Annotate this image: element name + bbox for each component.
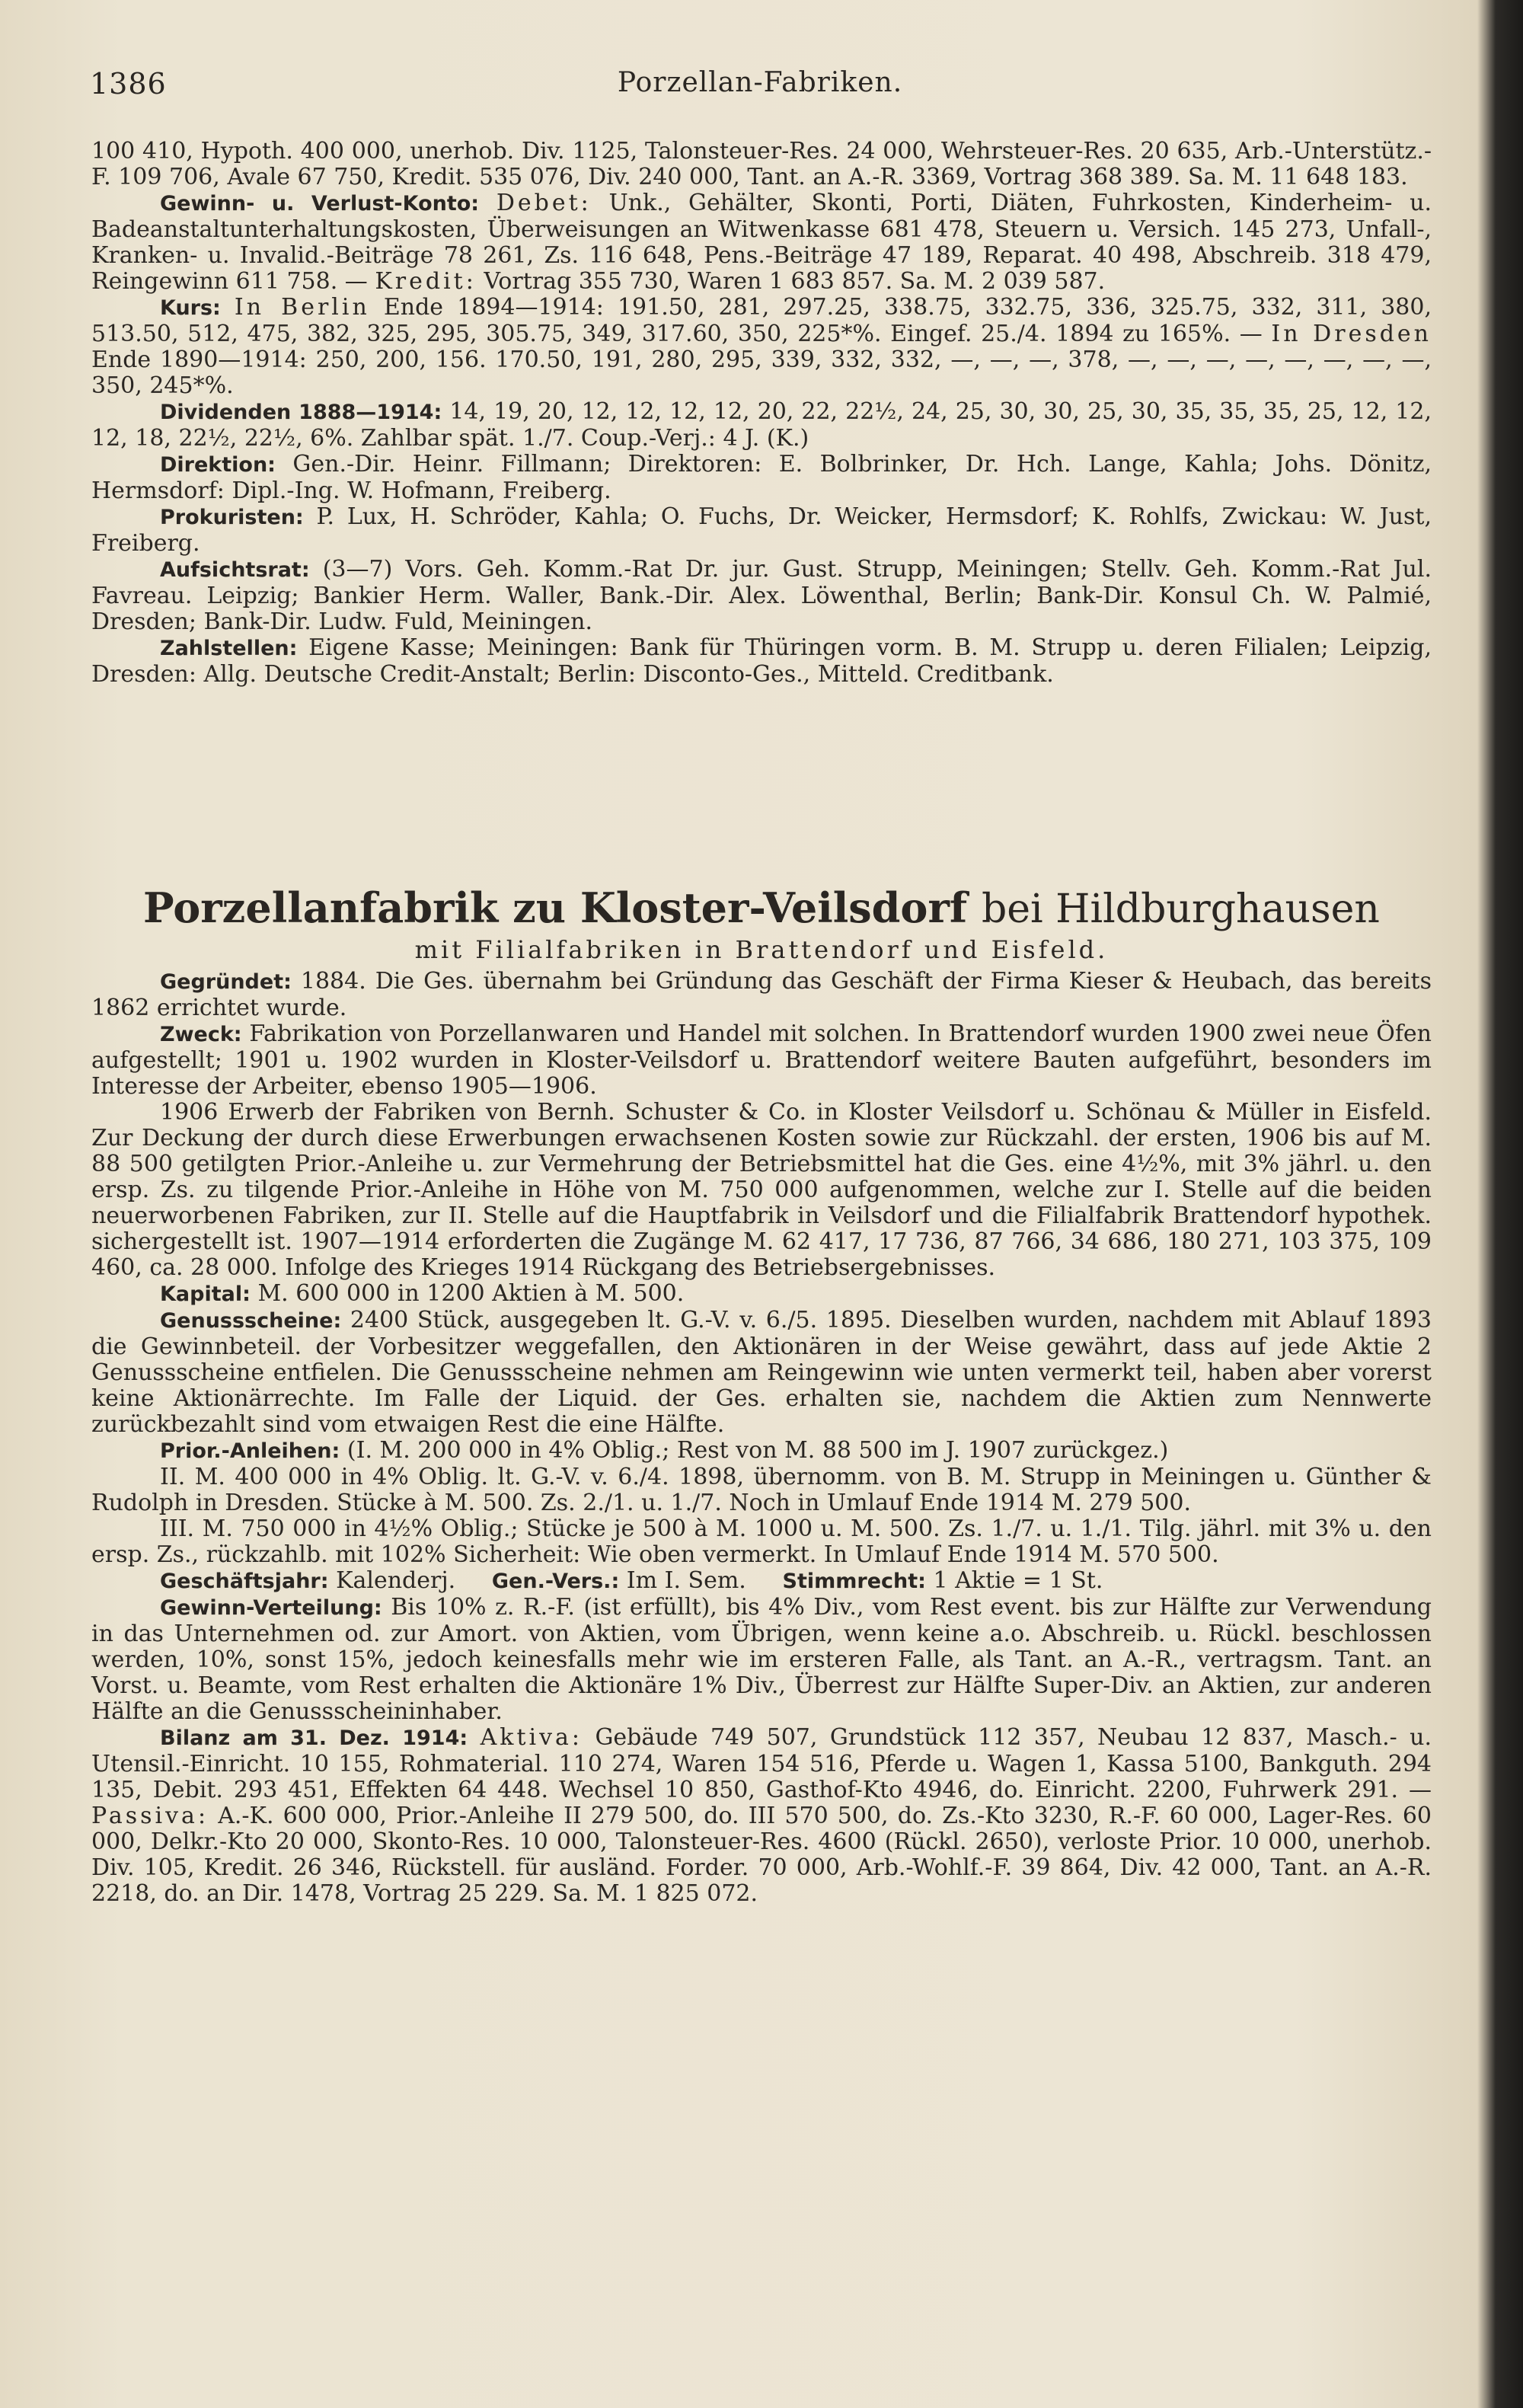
aktiva-label: Aktiva: bbox=[480, 1724, 583, 1751]
page-number: 1386 bbox=[90, 67, 167, 101]
kurs-berlin-label: In Berlin bbox=[234, 294, 370, 321]
running-head: Porzellan-Fabriken. bbox=[617, 67, 903, 98]
balance-continuation: 100 410, Hypoth. 400 000, unerhob. Div. 1125, Talonsteuer-Res. 24 000, Wehrsteuer-Res. 20 635, Arb.-Unterstütz.-F. 109 706, Avale 67 750, Kredit. 535 076, Div. 240 000, Tant. an A.-R. 3369, Vortrag 368 389. Sa. M. 11 648 183. bbox=[91, 138, 1432, 190]
company-entry-kloster-veilsdorf bbox=[91, 883, 1432, 1907]
dividenden-label: Dividenden 1888—1914: bbox=[160, 401, 442, 424]
kurs-label: Kurs: bbox=[160, 296, 221, 320]
zweck-paragraph bbox=[91, 1021, 1432, 1100]
aufsichtsrat-paragraph bbox=[91, 557, 1432, 635]
zahlstellen-label: Zahlstellen: bbox=[160, 637, 298, 660]
aufsichtsrat-label: Aufsichtsrat: bbox=[160, 558, 310, 582]
prior-anleihen-label: Prior.-Anleihen: bbox=[160, 1439, 340, 1463]
dividenden-text: 14, 19, 20, 12, 12, 12, 12, 20, 22, 22½, 24, 25, 30, 30, 25, 30, 35, 35, 35, 25, 12, 12, 12, 18, 22½, 22½, 6%. Zahlbar spät. 1./7. Coup.-Verj.: 4 J. (K.) bbox=[91, 398, 1432, 452]
gewinn-verteilung-paragraph bbox=[91, 1595, 1432, 1725]
geschaeftsjahr-label: Geschäftsjahr: bbox=[160, 1570, 329, 1593]
gegruendet-text: 1884. Die Ges. übernahm bei Gründung das Geschäft der Firma Kieser & Heubach, das bereits 1862 errichtet wurde. bbox=[91, 968, 1432, 1021]
kurs-berlin-text: Ende 1894—1914: 191.50, 281, 297.25, 338.75, 332.75, 336, 325.75, 332, 311, 380, 513.50, 512, 475, 382, 325, 295, 305.75, 349, 317.60, 350, 225*%. Eingef. 25./4. 1894 zu 165%. — bbox=[91, 294, 1432, 347]
company-title bbox=[91, 883, 1432, 934]
aktiva-text: Gebäude 749 507, Grundstück 112 357, Neubau 12 837, Masch.- u. Utensil.-Einricht. 10 155, Rohmaterial. 110 274, Waren 154 516, Pferde u. Wagen 1, Kassa 5100, Bankguth. 294 135, Debit. 293 451, Effekten 64 448. Wechsel 10 850, Gasthof-Kto 4946, do. Einricht. 2200, Fuhrwerk 291. — bbox=[91, 1724, 1432, 1803]
gewinn-text: Unk., Gehälter, Skonti, Porti, Diäten, Fuhrkosten, Kinderheim- u. Badeanstaltunterhaltungskosten, Überweisungen an Witwenkasse 681 478, Steuern u. Versich. 145 273, Unfall-, Kranken- u. Invalid.-Beiträge 78 261, Zs. 116 648, Pens.-Beiträge 47 189, Reparat. 40 498, Abschreib. 318 479, Reingewinn 611 758. — bbox=[91, 190, 1432, 295]
kredit-text: Vortrag 355 730, Waren 1 683 857. Sa. M. 2 039 587. bbox=[484, 268, 1106, 295]
kurs-dresden-text: Ende 1890—1914: 250, 200, 156. 170.50, 191, 280, 295, 339, 332, 332, —, —, —, 378, —, —, —, —, —, —, —, —, 350, 245*%. bbox=[91, 347, 1432, 399]
dividenden-paragraph bbox=[91, 399, 1432, 452]
direktion-paragraph bbox=[91, 452, 1432, 504]
aufsichtsrat-text: (3—7) Vors. Geh. Komm.-Rat Dr. jur. Gust. Strupp, Meiningen; Stellv. Geh. Komm.-Rat Jul. Favreau. Leipzig; Bankier Herm. Waller, Bank.-Dir. Alex. Löwenthal, Berlin; Bank-Dir. Konsul Ch. W. Palmié, Dresden; Bank-Dir. Ludw. Fuld, Meiningen. bbox=[91, 556, 1432, 635]
debet-label: Debet: bbox=[496, 190, 592, 216]
gewinn-verteilung-text: Bis 10% z. R.-F. (ist erfüllt), bis 4% Div., vom Rest event. bis zur Hälfte zur Verwendung in das Unternehmen od. zur Amort. von Aktien, vom Übrigen, wenn keine a.o. Abschreib. u. Rückl. beschlossen werden, 10%, sonst 15%, jedoch keinesfalls mehr wie im ersteren Falle, als Tant. an A.-R., vertragsm. Tant. an Vorst. u. Beamte, vom Rest erhalten die Aktionäre 1% Div., Überrest zur Hälfte Super-Div. an Aktien, zur anderen Hälfte an die Genussscheininhaber. bbox=[91, 1594, 1432, 1725]
zweck-text: Fabrikation von Porzellanwaren und Handel mit solchen. In Brattendorf wurden 1900 zwei neue Öfen aufgestellt; 1901 u. 1902 wurden in Kloster-Veilsdorf u. Brattendorf weitere Bauten aufgeführt, besonders im Interesse der Arbeiter, ebenso 1905—1906. bbox=[91, 1020, 1432, 1100]
zweck-paragraph-2: 1906 Erwerb der Fabriken von Bernh. Schuster & Co. in Kloster Veilsdorf u. Schönau & Müller in Eisfeld. Zur Deckung der durch diese Erwerbungen erwachsenen Kosten sowie zur Rückzahl. der ersten, 1906 bis auf M. 88 500 getilgten Prior.-Anleihe u. zur Vermehrung der Betriebsmittel hat die Ges. eine 4½%, mit 3% jährl. u. den ersp. Zs. zu tilgende Prior.-Anleihe in Höhe von M. 750 000 aufgenommen, welche zur I. Stelle auf die beiden neuerworbenen Fabriken, zur II. Stelle auf die Hauptfabrik in Veilsdorf und die Filialfabrik Brattendorf hypothek. sichergestellt ist. 1907—1914 erforderten die Zugänge M. 62 417, 17 736, 87 766, 34 686, 180 271, 103 375, 109 460, ca. 28 000. Infolge des Krieges 1914 Rückgang des Betriebsergebnisses. bbox=[91, 1099, 1432, 1281]
previous-company-section bbox=[91, 139, 1432, 688]
company-subtitle: mit Filialfabriken in Brattendorf und Eisfeld. bbox=[414, 935, 1109, 964]
page-header bbox=[90, 67, 1430, 113]
prior-anleihen-paragraph bbox=[91, 1438, 1432, 1464]
passiva-label: Passiva: bbox=[91, 1803, 209, 1829]
genvers-text: Im I. Sem. bbox=[626, 1567, 746, 1594]
kapital-label: Kapital: bbox=[160, 1282, 251, 1306]
company-title-main: Porzellanfabrik zu Kloster-Veilsdorf bbox=[143, 883, 968, 932]
stimmrecht-text: 1 Aktie = 1 St. bbox=[933, 1567, 1103, 1594]
gewinn-label: Gewinn- u. Verlust-Konto: bbox=[160, 192, 480, 216]
prokuristen-text: P. Lux, H. Schröder, Kahla; O. Fuchs, Dr. Weicker, Hermsdorf; K. Rohlfs, Zwickau: W. Just, Freiberg. bbox=[91, 503, 1432, 557]
kapital-paragraph bbox=[91, 1281, 1432, 1308]
geschaeftsjahr-paragraph bbox=[91, 1568, 1432, 1595]
kurs-paragraph bbox=[91, 295, 1432, 399]
prokuristen-label: Prokuristen: bbox=[160, 506, 304, 529]
genussscheine-label: Genussscheine: bbox=[160, 1309, 342, 1333]
genvers-label: Gen.-Vers.: bbox=[491, 1570, 620, 1593]
genussscheine-text: 2400 Stück, ausgegeben lt. G.-V. v. 6./5. 1895. Dieselben wurden, nachdem mit Ablauf 1893 die Gewinnbeteil. der Vorbesitzer weggefallen, den Aktionären in der Weise gewährt, dass auf jede Aktie 2 Genussscheine entfielen. Die Genussscheine nehmen am Reingewinn wie unten vermerkt teil, haben aber vorerst keine Aktionärrechte. Im Falle der Liquid. der Ges. erhalten sie, nachdem die Aktien zum Nennwerte zurückbezahlt sind vom etwaigen Rest die eine Hälfte. bbox=[91, 1307, 1432, 1438]
kredit-label: Kredit: bbox=[375, 268, 477, 295]
bilanz-paragraph bbox=[91, 1725, 1432, 1907]
stimmrecht-label: Stimmrecht: bbox=[782, 1570, 926, 1593]
prokuristen-paragraph bbox=[91, 504, 1432, 557]
direktion-label: Direktion: bbox=[160, 453, 276, 477]
gegruendet-label: Gegründet: bbox=[160, 970, 292, 994]
geschaeftsjahr-text: Kalenderj. bbox=[336, 1567, 456, 1594]
zahlstellen-text: Eigene Kasse; Meiningen: Bank für Thüringen vorm. B. M. Strupp u. deren Filialen; Leipzig, Dresden: Allg. Deutsche Credit-Anstalt; Berlin: Disconto-Ges., Mitteld. Creditbank. bbox=[91, 634, 1432, 688]
prior-anleihe-ii: II. M. 400 000 in 4% Oblig. lt. G.-V. v. 6./4. 1898, übernomm. von B. M. Strupp in Meiningen u. Günther & Rudolph in Dresden. Stücke à M. 500. Zs. 2./1. u. 1./7. Noch in Umlauf Ende 1914 M. 279 500. bbox=[91, 1464, 1432, 1516]
zahlstellen-paragraph bbox=[91, 635, 1432, 688]
passiva-text: A.-K. 600 000, Prior.-Anleihe II 279 500, do. III 570 500, do. Zs.-Kto 3230, R.-F. 60 000, Lager-Res. 60 000, Delkr.-Kto 20 000, Skonto-Res. 10 000, Talonsteuer-Res. 4600 (Rückl. 2650), verloste Prior. 10 000, unerhob. Div. 105, Kredit. 26 346, Rückstell. für ausländ. Forder. 70 000, Arb.-Wohlf.-F. 39 864, Div. 42 000, Tant. an A.-R. 2218, do. an Dir. 1478, Vortrag 25 229. Sa. M. 1 825 072. bbox=[91, 1803, 1432, 1907]
zweck-label: Zweck: bbox=[160, 1023, 242, 1046]
gegruendet-paragraph bbox=[91, 969, 1432, 1021]
company-title-suffix: bei Hildburghausen bbox=[981, 886, 1380, 932]
genussscheine-paragraph bbox=[91, 1308, 1432, 1438]
prior-anleihen-text-1: (I. M. 200 000 in 4% Oblig.; Rest von M. 88 500 im J. 1907 zurückgez.) bbox=[346, 1437, 1169, 1464]
kurs-dresden-label: In Dresden bbox=[1271, 321, 1432, 347]
prior-anleihe-iii: III. M. 750 000 in 4½% Oblig.; Stücke je 500 à M. 1000 u. M. 500. Zs. 1./7. u. 1./1. Tilg. jährl. mit 3% u. den ersp. Zs., rückzahlb. mit 102% Sicherheit: Wie oben vermerkt. In Umlauf Ende 1914 M. 570 500. bbox=[91, 1515, 1432, 1568]
kapital-text: M. 600 000 in 1200 Aktien à M. 500. bbox=[257, 1280, 685, 1307]
gewinn-verteilung-label: Gewinn-Verteilung: bbox=[160, 1596, 382, 1620]
direktion-text: Gen.-Dir. Heinr. Fillmann; Direktoren: E. Bolbrinker, Dr. Hch. Lange, Kahla; Johs. Dönitz, Hermsdorf: Dipl.-Ing. W. Hofmann, Freiberg. bbox=[91, 451, 1432, 504]
gewinn-verlust-paragraph bbox=[91, 190, 1432, 295]
bilanz-label: Bilanz am 31. Dez. 1914: bbox=[160, 1726, 468, 1750]
